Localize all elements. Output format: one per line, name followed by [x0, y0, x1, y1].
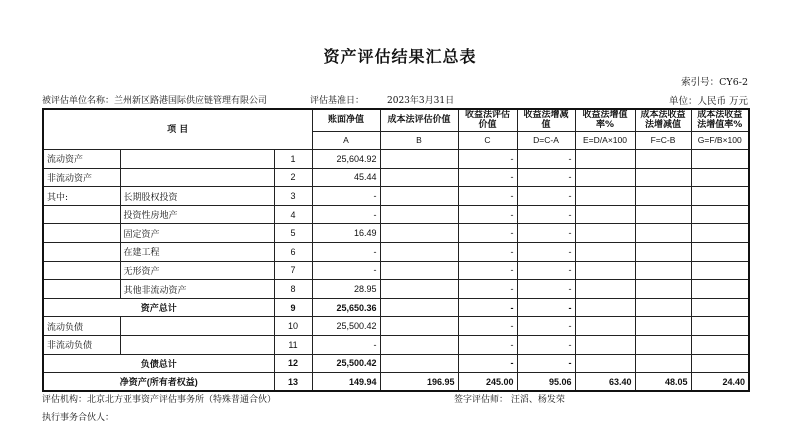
header-income-diff: 收益法增减值 [517, 109, 575, 131]
cell-e [575, 354, 635, 373]
header-cost-diff: 成本法收益法增减值 [635, 109, 691, 131]
cell-f [635, 336, 691, 355]
cell-f: 48.05 [635, 373, 691, 392]
cell-a: - [312, 261, 380, 280]
cell-e [575, 150, 635, 169]
cell-e [575, 224, 635, 243]
entity-name: 被评估单位名称：兰州新区路港国际供应链管理有限公司 [42, 96, 268, 106]
cell-a: 25,650.36 [312, 298, 380, 317]
cell-f [635, 150, 691, 169]
cell-d: - [517, 317, 575, 336]
cell-d: - [517, 261, 575, 280]
table-row [43, 317, 749, 336]
unit-label: 单位：人民币 万元 [668, 96, 748, 107]
cell-c: - [458, 243, 517, 262]
cell-c: - [458, 187, 517, 206]
row-label: 资产总计 [43, 298, 274, 317]
table-row [43, 150, 749, 169]
cell-a: 45.44 [312, 168, 380, 187]
cell-g [691, 187, 749, 206]
cell-a: - [312, 243, 380, 262]
table-body [43, 150, 749, 392]
row-number: 3 [274, 187, 312, 206]
subheader-f: F=C-B [635, 131, 691, 150]
cell-c: - [458, 298, 517, 317]
cell-b [380, 354, 458, 373]
row-number: 1 [274, 150, 312, 169]
row-number: 8 [274, 280, 312, 299]
cell-a: 25,500.42 [312, 317, 380, 336]
cell-d: 95.06 [517, 373, 575, 392]
row-number: 4 [274, 205, 312, 224]
row-sublabel: 其他非流动资产 [120, 280, 274, 299]
row-number: 10 [274, 317, 312, 336]
cell-d: - [517, 280, 575, 299]
cell-g [691, 205, 749, 224]
cell-g [691, 168, 749, 187]
cell-b [380, 317, 458, 336]
row-number: 6 [274, 243, 312, 262]
cell-d: - [517, 354, 575, 373]
cell-c: - [458, 150, 517, 169]
cell-d: - [517, 298, 575, 317]
report-title: 资产评估结果汇总表 [323, 47, 477, 66]
cell-a: - [312, 336, 380, 355]
row-label [43, 205, 120, 224]
row-sublabel: 无形资产 [120, 261, 274, 280]
table-row [43, 187, 749, 206]
cell-e [575, 205, 635, 224]
cell-c: 245.00 [458, 373, 517, 392]
cell-g: 24.40 [691, 373, 749, 392]
cell-e [575, 280, 635, 299]
row-sublabel [120, 317, 274, 336]
table-row [43, 373, 749, 392]
cell-a: - [312, 187, 380, 206]
cell-g [691, 317, 749, 336]
cell-f [635, 354, 691, 373]
cell-e [575, 187, 635, 206]
header-item: 项 目 [43, 109, 312, 150]
table-row [43, 336, 749, 355]
cell-f [635, 280, 691, 299]
header-cost-value: 成本法评估价值 [380, 109, 458, 131]
footer-org: 评估机构：北京北方亚事资产评估事务所（特殊普通合伙） [42, 395, 277, 405]
cell-f [635, 243, 691, 262]
cell-a: 149.94 [312, 373, 380, 392]
cell-g [691, 224, 749, 243]
table-row [43, 243, 749, 262]
cell-c: - [458, 317, 517, 336]
table-row [43, 298, 749, 317]
summary-table [42, 108, 750, 392]
cell-f [635, 317, 691, 336]
cell-e [575, 168, 635, 187]
cell-b: 196.95 [380, 373, 458, 392]
cell-c: - [458, 280, 517, 299]
header-income-value: 收益法评估价值 [458, 109, 517, 131]
cell-g [691, 354, 749, 373]
cell-d: - [517, 205, 575, 224]
cell-f [635, 187, 691, 206]
index-number: 索引号：CY6-2 [681, 77, 748, 88]
row-sublabel [120, 336, 274, 355]
row-number: 7 [274, 261, 312, 280]
cell-b [380, 336, 458, 355]
table-row [43, 205, 749, 224]
cell-c: - [458, 205, 517, 224]
cell-d: - [517, 336, 575, 355]
cell-c: - [458, 336, 517, 355]
cell-b [380, 224, 458, 243]
cell-e [575, 261, 635, 280]
cell-a: 25,500.42 [312, 354, 380, 373]
row-label: 非流动负债 [43, 336, 120, 355]
cell-b [380, 168, 458, 187]
subheader-d: D=C-A [517, 131, 575, 150]
cell-f [635, 224, 691, 243]
cell-g [691, 261, 749, 280]
cell-b [380, 280, 458, 299]
row-sublabel: 长期股权投资 [120, 187, 274, 206]
cell-e [575, 243, 635, 262]
cell-b [380, 261, 458, 280]
cell-d: - [517, 150, 575, 169]
cell-g [691, 280, 749, 299]
row-label [43, 243, 120, 262]
subheader-b: B [380, 131, 458, 150]
row-number: 5 [274, 224, 312, 243]
cell-a: 16.49 [312, 224, 380, 243]
cell-e [575, 336, 635, 355]
cell-f [635, 168, 691, 187]
row-number: 9 [274, 298, 312, 317]
base-date-label: 评估基准日： [310, 96, 365, 106]
row-sublabel: 固定资产 [120, 224, 274, 243]
cell-e [575, 317, 635, 336]
cell-c: - [458, 168, 517, 187]
subheader-a: A [312, 131, 380, 150]
row-label [43, 224, 120, 243]
cell-g [691, 150, 749, 169]
row-label: 负债总计 [43, 354, 274, 373]
cell-b [380, 298, 458, 317]
table-row [43, 280, 749, 299]
cell-f [635, 205, 691, 224]
cell-a: - [312, 205, 380, 224]
cell-g [691, 243, 749, 262]
subheader-c: C [458, 131, 517, 150]
row-sublabel: 在建工程 [120, 243, 274, 262]
cell-f [635, 298, 691, 317]
table-row [43, 168, 749, 187]
row-label: 其中: [43, 187, 120, 206]
footer-signers: 签字评估师： 汪滔、杨发荣 [454, 395, 565, 405]
cell-d: - [517, 168, 575, 187]
table-row [43, 261, 749, 280]
cell-e [575, 298, 635, 317]
header-book-value: 账面净值 [312, 109, 380, 131]
cell-b [380, 243, 458, 262]
cell-d: - [517, 243, 575, 262]
row-sublabel [120, 168, 274, 187]
cell-b [380, 205, 458, 224]
cell-b [380, 187, 458, 206]
cell-g [691, 336, 749, 355]
row-number: 2 [274, 168, 312, 187]
cell-e: 63.40 [575, 373, 635, 392]
row-sublabel [120, 150, 274, 169]
row-number: 13 [274, 373, 312, 392]
cell-d: - [517, 224, 575, 243]
cell-c: - [458, 354, 517, 373]
cell-c: - [458, 224, 517, 243]
cell-a: 28.95 [312, 280, 380, 299]
row-label: 流动负债 [43, 317, 120, 336]
cell-b [380, 150, 458, 169]
cell-g [691, 298, 749, 317]
row-label: 非流动资产 [43, 168, 120, 187]
header-income-rate: 收益法增值率% [575, 109, 635, 131]
subheader-e: E=D/A×100 [575, 131, 635, 150]
cell-d: - [517, 187, 575, 206]
table-row [43, 224, 749, 243]
row-number: 12 [274, 354, 312, 373]
cell-a: 25,604.92 [312, 150, 380, 169]
cell-f [635, 261, 691, 280]
row-label: 净资产(所有者权益) [43, 373, 274, 392]
row-label [43, 261, 120, 280]
footer-partner: 执行事务合伙人： [42, 413, 115, 423]
row-label: 流动资产 [43, 150, 120, 169]
row-label [43, 280, 120, 299]
table-row [43, 354, 749, 373]
row-number: 11 [274, 336, 312, 355]
header-cost-rate: 成本法收益法增值率% [691, 109, 749, 131]
base-date: 2023年3月31日 [387, 96, 455, 106]
row-sublabel: 投资性房地产 [120, 205, 274, 224]
subheader-g: G=F/B×100 [691, 131, 749, 150]
cell-c: - [458, 261, 517, 280]
